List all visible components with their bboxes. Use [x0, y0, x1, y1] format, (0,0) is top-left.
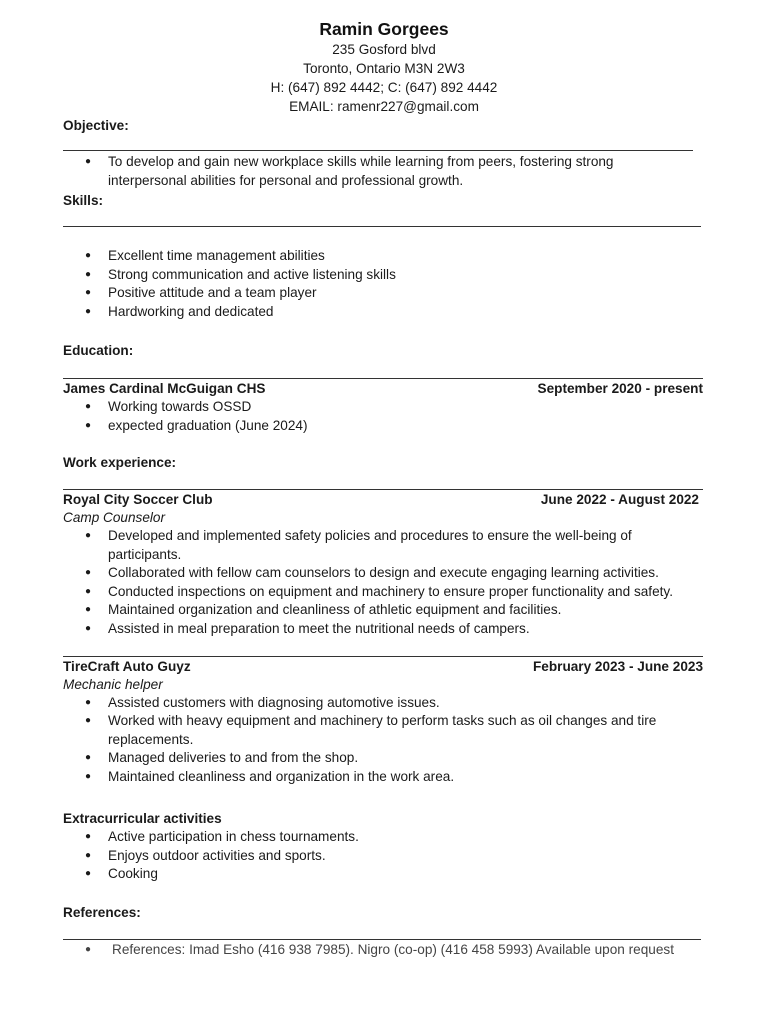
references-divider [63, 939, 701, 940]
references-section [63, 904, 703, 960]
list-item: ● Positive attitude and a team player [63, 284, 703, 303]
phone-line: H: (647) 892 4442; C: (647) 892 4442 [270, 80, 498, 95]
education-heading: Education: [63, 343, 134, 358]
list-item: ● Collaborated with fellow cam counselors to design and execute engaging learning activities. [63, 564, 703, 583]
education-dates: September 2020 - present [537, 381, 703, 396]
list-item: ● Hardworking and dedicated [63, 303, 703, 322]
list-item: ● expected graduation (June 2024) [63, 417, 703, 436]
list-item: ● To develop and gain new workplace skills while learning from peers, fostering strong interpersonal abilities for personal and professional growth. [63, 153, 648, 190]
job-duties-2 [63, 694, 703, 787]
list-item: ● Assisted customers with diagnosing automotive issues. [63, 694, 703, 713]
job-row-1 [63, 490, 703, 509]
list-item: ● Working towards OSSD [63, 398, 703, 417]
skills-section [63, 192, 703, 321]
list-item: ● Active participation in chess tournaments. [63, 828, 703, 847]
work-heading: Work experience: [63, 455, 177, 470]
list-item: ● Strong communication and active listening skills [63, 266, 703, 285]
list-item: ● Cooking [63, 865, 703, 884]
address-line-1: 235 Gosford blvd [332, 42, 436, 57]
extracurricular-heading: Extracurricular activities [63, 811, 222, 826]
candidate-name: Ramin Gorgees [319, 19, 449, 39]
education-list [63, 398, 703, 435]
education-row [63, 379, 703, 398]
list-item: ● References: Imad Esho (416 938 7985). Nigro (co-op) (416 458 5993) Available upon request [63, 941, 703, 960]
list-item: ● Maintained organization and cleanliness of athletic equipment and facilities. [63, 601, 703, 620]
skills-heading: Skills: [63, 193, 104, 208]
objective-heading: Objective: [63, 118, 129, 133]
job-row-2 [63, 657, 703, 676]
extracurricular-section [63, 810, 703, 884]
objective-section [63, 117, 703, 190]
list-item: ● Excellent time management abilities [63, 247, 703, 266]
skills-list [63, 247, 703, 321]
school-name: James Cardinal McGuigan CHS [63, 381, 266, 396]
references-heading: References: [63, 905, 141, 920]
job-duties-1 [63, 527, 703, 639]
list-item: ● Managed deliveries to and from the shop. [63, 749, 703, 768]
job-dates: June 2022 - August 2022 [540, 492, 699, 507]
list-item: ● Enjoys outdoor activities and sports. [63, 847, 703, 866]
address-line-2: Toronto, Ontario M3N 2W3 [303, 61, 465, 76]
resume-header [0, 18, 768, 116]
references-list [63, 941, 703, 960]
work-section [63, 454, 703, 787]
list-item: ● Assisted in meal preparation to meet the nutritional needs of campers. [63, 620, 703, 639]
objective-divider [63, 150, 693, 151]
education-section [63, 342, 703, 435]
list-item: ● Conducted inspections on equipment and machinery to ensure proper functionality and safety. [63, 583, 703, 602]
email-line: EMAIL: ramenr227@gmail.com [289, 99, 479, 114]
job-role: Camp Counselor [63, 510, 165, 525]
employer-name: Royal City Soccer Club [63, 492, 213, 507]
extracurricular-list [63, 828, 703, 884]
employer-name: TireCraft Auto Guyz [63, 658, 191, 674]
objective-list [63, 153, 703, 190]
job-role: Mechanic helper [63, 676, 163, 692]
list-item: ● Worked with heavy equipment and machinery to perform tasks such as oil changes and tire replacements. [63, 712, 678, 749]
list-item: ● Maintained cleanliness and organization in the work area. [63, 768, 703, 787]
skills-divider [63, 226, 701, 227]
list-item: ● Developed and implemented safety policies and procedures to ensure the well-being of participants. [63, 527, 663, 564]
job-dates: February 2023 - June 2023 [532, 658, 703, 674]
